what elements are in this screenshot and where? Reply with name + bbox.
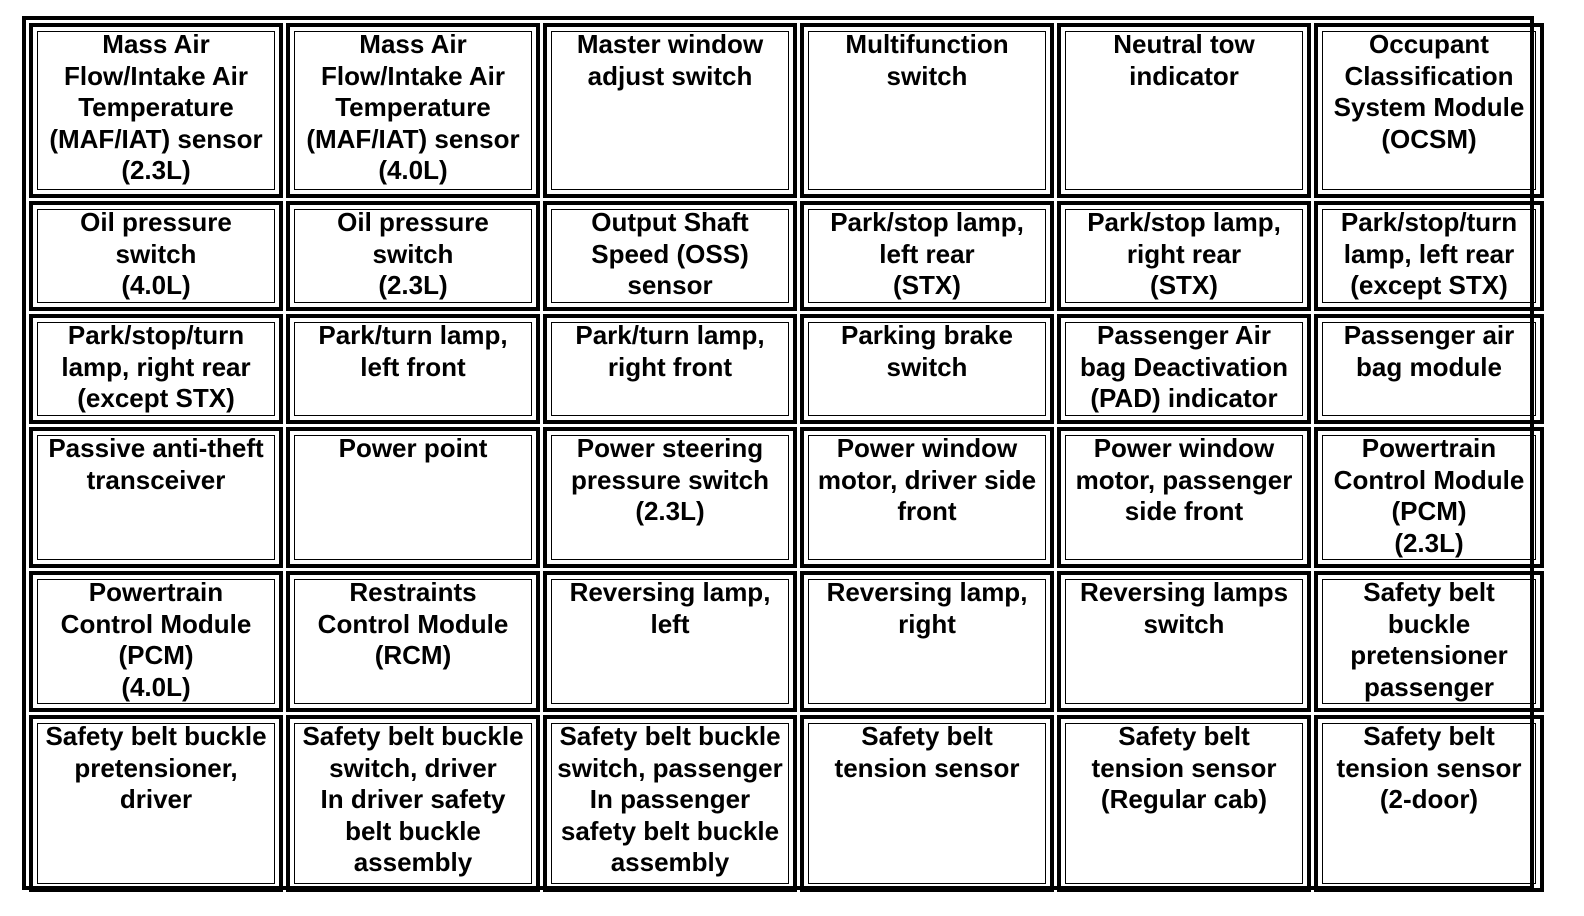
table-cell — [29, 715, 283, 892]
cell-text: Park/stop/turn lamp, right rear (except STX) — [61, 320, 251, 413]
cell-text: Multifunction switch — [845, 29, 1009, 91]
cell-text: Safety belt buckle switch, passenger In passenger safety belt buckle assembly — [557, 721, 783, 877]
cell-text: Output Shaft Speed (OSS) sensor — [591, 207, 749, 300]
cell-text: Passive anti-theft transceiver — [48, 433, 264, 495]
table-cell — [29, 23, 283, 198]
table-cell — [286, 715, 540, 892]
table-cell — [800, 23, 1054, 198]
cell-text: Safety belt buckle pretensioner passenger — [1350, 577, 1508, 702]
table-cell — [543, 571, 797, 712]
table-cell — [1314, 715, 1544, 892]
table-cell — [1314, 23, 1544, 198]
table-cell — [29, 314, 283, 424]
table-cell — [1057, 201, 1311, 311]
table-cell — [286, 201, 540, 311]
cell-text: Power point — [338, 433, 488, 463]
table-cell — [1314, 427, 1544, 568]
table-cell — [543, 201, 797, 311]
cell-text: Safety belt tension sensor (Regular cab) — [1091, 721, 1277, 814]
cell-text: Mass Air Flow/Intake Air Temperature (MAF/IAT) sensor (4.0L) — [306, 29, 520, 185]
table-cell — [1057, 715, 1311, 892]
cell-text: Passenger Air bag Deactivation (PAD) indicator — [1079, 320, 1289, 413]
cell-text: Master window adjust switch — [576, 29, 764, 91]
cell-text: Powertrain Control Module (PCM) (4.0L) — [60, 577, 252, 702]
cell-text: Park/stop/turn lamp, left rear (except STX) — [1340, 207, 1518, 300]
table-cell — [800, 715, 1054, 892]
cell-text: Park/stop lamp, right rear (STX) — [1087, 207, 1281, 300]
table-cell — [286, 427, 540, 568]
cell-text: Neutral tow indicator — [1113, 29, 1255, 91]
table-cell — [543, 23, 797, 198]
cell-text: Power window motor, passenger side front — [1075, 433, 1293, 526]
table-cell — [286, 571, 540, 712]
cell-text: Reversing lamp, right — [826, 577, 1028, 639]
table-cell — [800, 314, 1054, 424]
table-cell — [543, 314, 797, 424]
cell-text: Park/turn lamp, right front — [575, 320, 765, 382]
cell-text: Oil pressure switch (4.0L) — [80, 207, 232, 300]
component-table — [22, 16, 1534, 890]
table-cell — [29, 571, 283, 712]
table-cell — [1057, 314, 1311, 424]
table-cell — [286, 23, 540, 198]
table-cell — [800, 427, 1054, 568]
table-cell — [800, 571, 1054, 712]
cell-text: Power window motor, driver side front — [817, 433, 1037, 526]
cell-text: Safety belt tension sensor — [834, 721, 1020, 783]
table-cell — [1314, 314, 1544, 424]
table-cell — [1314, 201, 1544, 311]
table-cell — [29, 427, 283, 568]
cell-text: Safety belt tension sensor (2-door) — [1336, 721, 1522, 814]
cell-text: Park/turn lamp, left front — [318, 320, 508, 382]
table-cell — [800, 201, 1054, 311]
cell-text: Power steering pressure switch (2.3L) — [571, 433, 769, 526]
table-cell — [29, 201, 283, 311]
cell-text: Mass Air Flow/Intake Air Temperature (MAF/IAT) sensor (2.3L) — [49, 29, 263, 185]
table-cell — [1057, 23, 1311, 198]
cell-text: Reversing lamp, left — [569, 577, 771, 639]
cell-text: Safety belt buckle switch, driver In driver safety belt buckle assembly — [302, 721, 524, 877]
cell-text: Passenger air bag module — [1343, 320, 1515, 382]
table-cell — [1314, 571, 1544, 712]
cell-text: Reversing lamps switch — [1079, 577, 1289, 639]
cell-text: Occupant Classification System Module (OCSM) — [1333, 29, 1525, 154]
cell-text: Parking brake switch — [841, 320, 1013, 382]
table-cell — [1057, 571, 1311, 712]
cell-text: Safety belt buckle pretensioner, driver — [45, 721, 267, 814]
cell-text: Restraints Control Module (RCM) — [317, 577, 509, 670]
table-cell — [543, 715, 797, 892]
cell-text: Powertrain Control Module (PCM) (2.3L) — [1333, 433, 1525, 558]
table-cell — [543, 427, 797, 568]
cell-text: Oil pressure switch (2.3L) — [337, 207, 489, 300]
table-cell — [1057, 427, 1311, 568]
table-cell — [286, 314, 540, 424]
cell-text: Park/stop lamp, left rear (STX) — [830, 207, 1024, 300]
